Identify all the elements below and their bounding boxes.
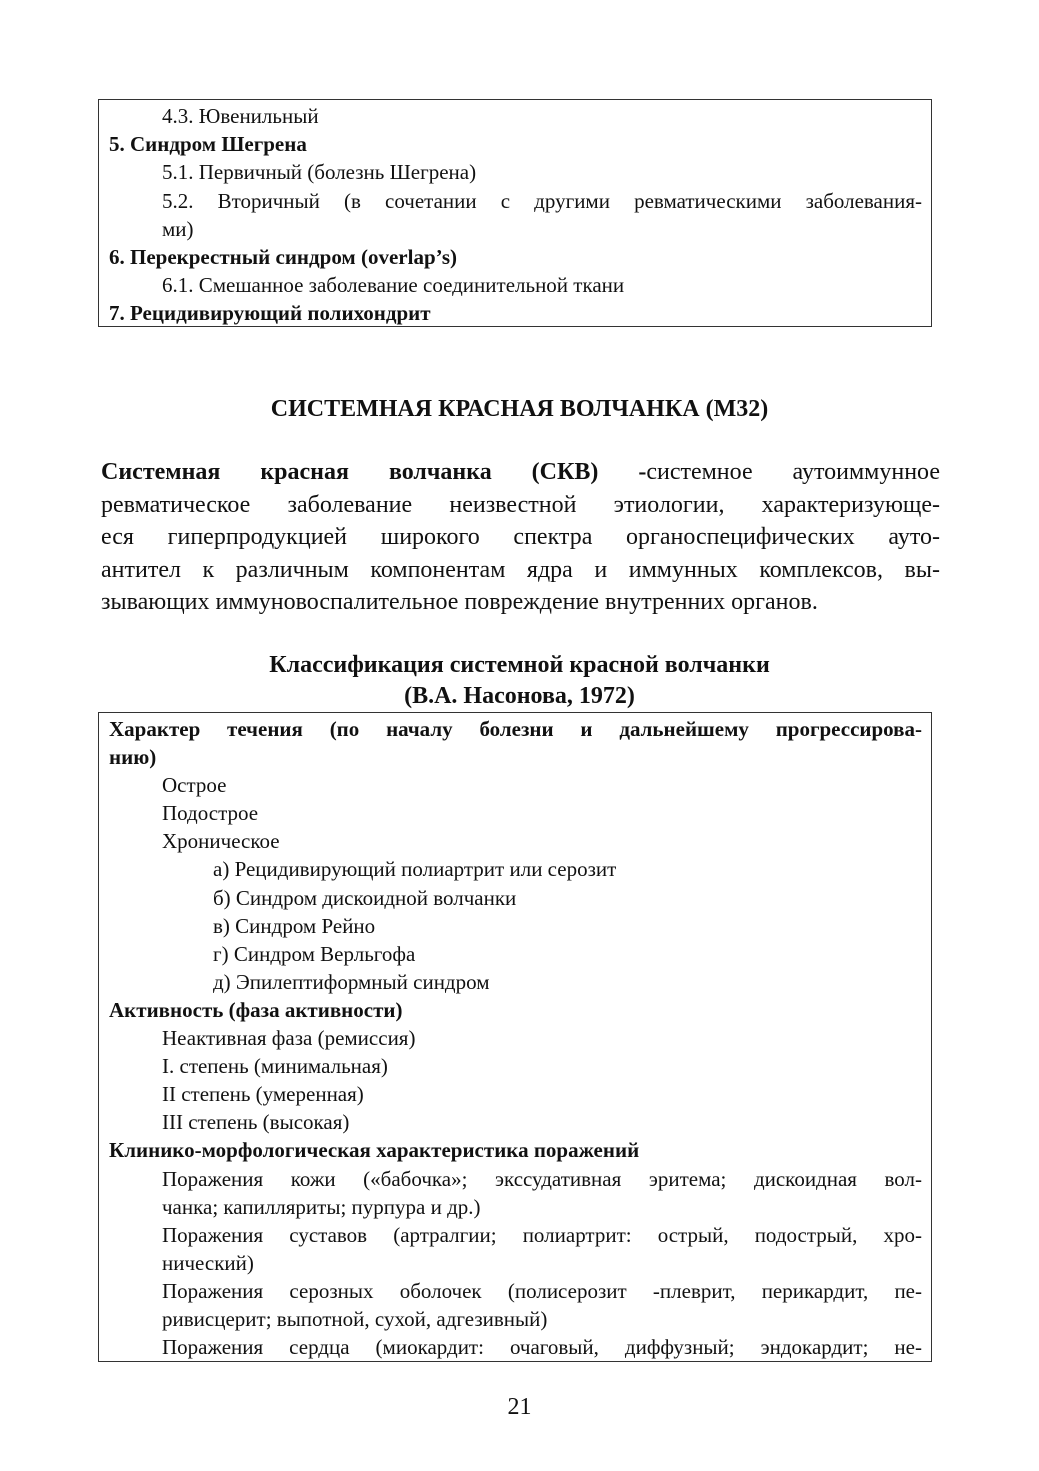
classification-title-line: Классификация системной красной волчанки bbox=[269, 652, 770, 678]
table-row: Поражения сердца (миокардит: очаговый, диффузный; эндокардит; не- bbox=[162, 1335, 922, 1360]
table-row: г) Синдром Верльгофа bbox=[213, 941, 416, 966]
table-row: Поражения серозных оболочек (полисерозит -плеврит, перикардит, пе- bbox=[162, 1278, 922, 1303]
table-heading-row: Клинико-морфологическая характеристика поражений bbox=[109, 1138, 640, 1163]
table-row: Подострое bbox=[162, 801, 259, 826]
definition-first-line bbox=[101, 456, 940, 489]
classification-table-continued bbox=[98, 99, 932, 327]
table-heading-row: Активность (фаза активности) bbox=[109, 997, 403, 1022]
definition-term: Системная красная волчанка (СКВ) - bbox=[101, 459, 647, 485]
table-row: Хроническое bbox=[162, 829, 280, 854]
definition-line: антител к различным компонентам ядра и иммунных комплексов, вы- bbox=[101, 556, 940, 583]
definition-line: еся гиперпродукцией широкого спектра органоспецифических ауто- bbox=[101, 524, 940, 551]
classification-author-line: (В.А. Насонова, 1972) bbox=[404, 683, 635, 709]
table-row: ривисцерит; выпотной, сухой, адгезивный) bbox=[162, 1306, 548, 1331]
page-number: 21 bbox=[507, 1394, 532, 1420]
table-row: чанка; капилляриты; пурпура и др.) bbox=[162, 1194, 481, 1219]
table-heading-row: 6. Перекрестный синдром (overlap’s) bbox=[109, 244, 457, 269]
classification-title bbox=[0, 650, 1039, 712]
table-row: 5.1. Первичный (болезнь Шегрена) bbox=[162, 160, 477, 185]
table-row: III степень (высокая) bbox=[162, 1110, 350, 1135]
definition-paragraph bbox=[101, 456, 940, 619]
table-row: Острое bbox=[162, 773, 227, 798]
table-row: в) Синдром Рейно bbox=[213, 913, 376, 938]
table-row: Поражения кожи («бабочка»; экссудативная эритема; дискоидная вол- bbox=[162, 1166, 922, 1191]
table-heading-row: нию) bbox=[109, 745, 157, 770]
table-heading-row: 7. Рецидивирующий полихондрит bbox=[109, 301, 431, 326]
table-row: 5.2. Вторичный (в сочетании с другими ревматическими заболевания- bbox=[162, 188, 922, 213]
sle-classification-table bbox=[98, 712, 932, 1362]
section-title: СИСТЕМНАЯ КРАСНАЯ ВОЛЧАНКА (М32) bbox=[270, 396, 769, 422]
table-row: II степень (умеренная) bbox=[162, 1082, 364, 1107]
table-row: 6.1. Смешанное заболевание соединительной ткани bbox=[162, 273, 625, 298]
definition-line: зывающих иммуновоспалительное повреждение внутренних органов. bbox=[101, 589, 818, 616]
table-row: I. степень (минимальная) bbox=[162, 1054, 388, 1079]
table-heading-row: Характер течения (по началу болезни и дальнейшему прогрессирова- bbox=[109, 717, 922, 741]
definition-line: ревматическое заболевание неизвестной этиологии, характеризующе- bbox=[101, 491, 940, 518]
table-row: а) Рецидивирующий полиартрит или серозит bbox=[213, 857, 617, 882]
table-row: Неактивная фаза (ремиссия) bbox=[162, 1026, 416, 1051]
table-row: д) Эпилептиформный синдром bbox=[213, 969, 490, 994]
table-row: ми) bbox=[162, 216, 194, 241]
table-row: б) Синдром дискоидной волчанки bbox=[213, 885, 517, 910]
table-row: Поражения суставов (артралгии; полиартрит: острый, подострый, хро- bbox=[162, 1222, 922, 1247]
table-heading-row: 5. Синдром Шегрена bbox=[109, 132, 307, 157]
table-row: нический) bbox=[162, 1250, 254, 1275]
table-row: 4.3. Ювенильный bbox=[162, 104, 319, 128]
definition-first-line-rest: системное аутоиммунное bbox=[646, 459, 940, 485]
